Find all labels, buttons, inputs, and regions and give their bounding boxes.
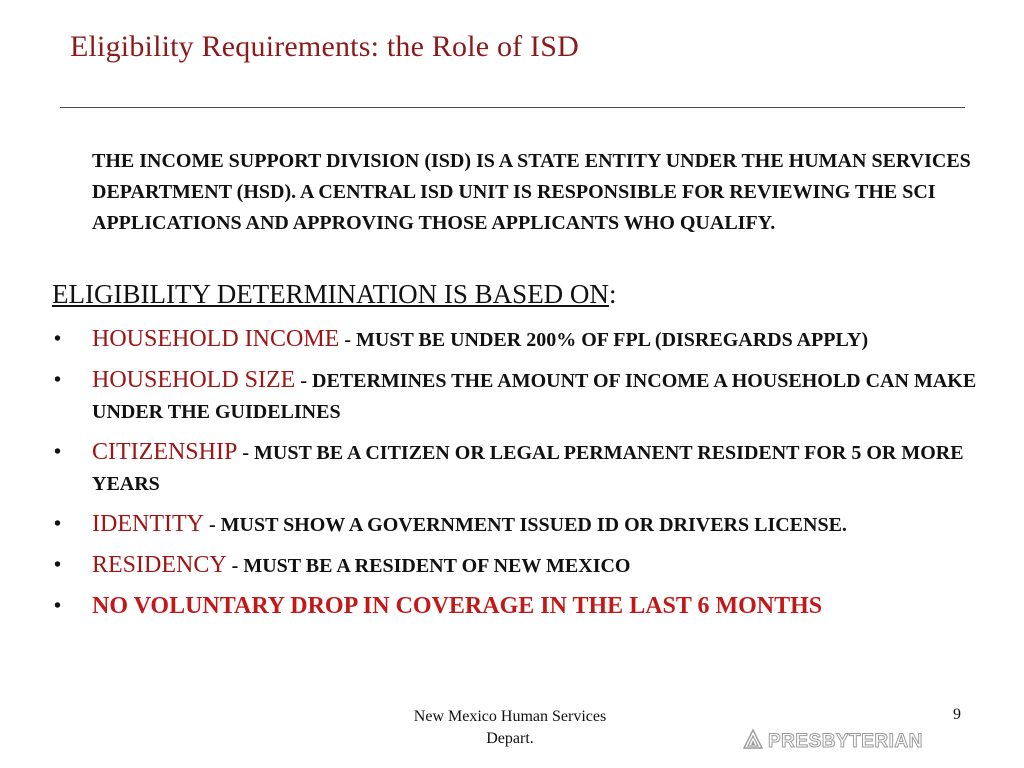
criterion-detail: MUST BE A CITIZEN OR LEGAL PERMANENT RESIDENT FOR 5 OR MORE YEARS (92, 442, 964, 495)
bullet-icon: • (54, 513, 62, 535)
footer-line-2: Depart. (486, 730, 534, 747)
criterion-separator: - (295, 370, 312, 392)
criterion-key: RESIDENCY (92, 552, 227, 578)
intro-paragraph: THE INCOME SUPPORT DIVISION (ISD) IS A STATE ENTITY UNDER THE HUMAN SERVICES DEPARTMENT (HSD). A CENTRAL ISD UNIT IS RESPONSIBLE FOR REVIEWING THE SCI APPLICATIONS AND APPROVING THOSE APPLICANTS WHO QUALIFY. (92, 150, 971, 234)
title-divider (60, 107, 965, 108)
criterion-household-size (52, 365, 982, 428)
presbyterian-logo-icon (742, 728, 764, 755)
page-number: 9 (953, 706, 961, 723)
section-heading-text: ELIGIBILITY DETERMINATION IS BASED ON (52, 279, 609, 309)
criterion-key: HOUSEHOLD SIZE (92, 367, 296, 393)
criterion-separator: - (226, 555, 244, 577)
section-heading (52, 279, 616, 310)
bullet-icon: • (54, 554, 62, 576)
criterion-key: HOUSEHOLD INCOME (92, 326, 340, 352)
section-heading-colon: : (608, 279, 617, 309)
bullet-icon: • (54, 441, 62, 463)
criterion-identity (52, 509, 982, 541)
criterion-key: CITIZENSHIP (92, 439, 238, 465)
criterion-separator: - (203, 514, 221, 536)
bullet-icon: • (54, 328, 62, 350)
footer-department (370, 706, 650, 750)
bullet-icon: • (54, 595, 62, 617)
criterion-separator: - (339, 329, 356, 351)
criterion-detail: MUST SHOW A GOVERNMENT ISSUED ID OR DRIVERS LICENSE. (220, 514, 847, 536)
criterion-detail: MUST BE UNDER 200% OF FPL (DISREGARDS APPLY) (356, 329, 869, 351)
criterion-separator: - (237, 442, 254, 464)
criterion-detail: MUST BE A RESIDENT OF NEW MEXICO (243, 555, 631, 577)
bullet-icon: • (54, 369, 62, 391)
footer-line-1: New Mexico Human Services (413, 708, 607, 725)
criterion-residency (52, 550, 982, 582)
presbyterian-logo (742, 728, 923, 755)
criterion-household-income (52, 324, 982, 356)
criteria-list (52, 324, 982, 631)
criterion-detail: DETERMINES THE AMOUNT OF INCOME A HOUSEHOLD CAN MAKE UNDER THE GUIDELINES (92, 370, 977, 423)
slide-title: Eligibility Requirements: the Role of ISD (70, 30, 579, 63)
criterion-no-voluntary-drop (52, 591, 982, 622)
logo-wordmark: PRESBYTERIAN (768, 730, 923, 752)
criterion-full-text: NO VOLUNTARY DROP IN COVERAGE IN THE LAST 6 MONTHS (92, 593, 823, 619)
criterion-citizenship (52, 437, 982, 500)
criterion-key: IDENTITY (92, 511, 204, 537)
